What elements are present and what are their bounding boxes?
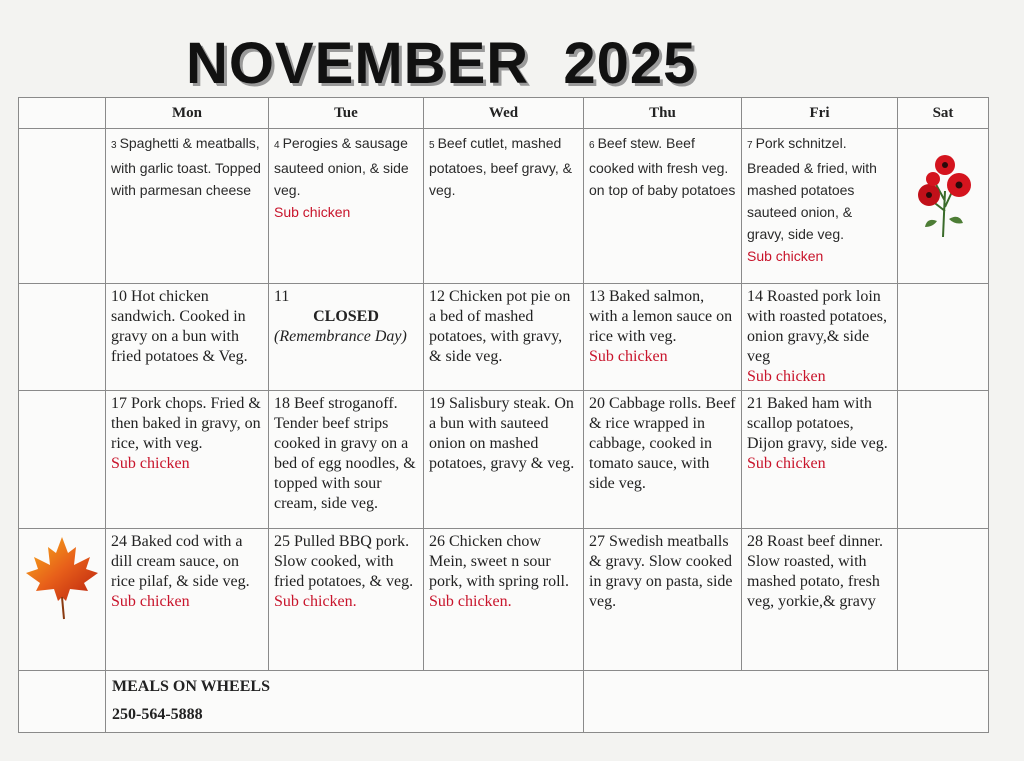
day-cell bbox=[106, 529, 269, 671]
page-title: NOVEMBER 2025 bbox=[186, 31, 697, 96]
week-left-cell bbox=[19, 529, 106, 671]
day-number: 10 bbox=[111, 288, 127, 305]
meal-text: Hot chicken sandwich. Cooked in gravy on a bun with fried potatoes & Veg. bbox=[111, 288, 248, 365]
meal-text: Baked salmon, with a lemon sauce on rice with veg. bbox=[589, 288, 733, 345]
day-number: 25 bbox=[274, 533, 290, 550]
meal-text: Spaghetti & meatballs, with garlic toast. Topped with parmesan cheese bbox=[111, 135, 261, 198]
day-header-thu: Thu bbox=[584, 98, 742, 129]
sat-cell bbox=[898, 284, 989, 391]
day-cell bbox=[269, 391, 424, 529]
day-cell bbox=[424, 284, 584, 391]
sat-cell bbox=[898, 129, 989, 284]
day-cell bbox=[106, 284, 269, 391]
weekday-header-row bbox=[19, 98, 989, 129]
day-number: 6 bbox=[589, 140, 595, 151]
meal-text: Perogies & sausage sauteed onion, & side veg. bbox=[274, 135, 409, 198]
meal-text: Pork schnitzel. Breaded & fried, with mashed potatoes sauteed onion, & gravy, side veg. bbox=[747, 135, 877, 242]
blank-header-cell bbox=[19, 98, 106, 129]
day-number: 4 bbox=[274, 140, 280, 151]
day-cell bbox=[742, 529, 898, 671]
meal-text: Beef stroganoff. Tender beef strips cooked in gravy on a bed of egg noodles, & topped with sour cream, side veg. bbox=[274, 395, 416, 512]
closed-label: CLOSED bbox=[313, 308, 379, 325]
meal-text: Chicken pot pie on a bed of mashed potatoes, with gravy, & side veg. bbox=[429, 288, 571, 365]
meal-text: Cabbage rolls. Beef & rice wrapped in cabbage, cooked in tomato sauce, with side veg. bbox=[589, 395, 736, 492]
week-left-cell bbox=[19, 129, 106, 284]
day-cell bbox=[424, 529, 584, 671]
day-header-fri: Fri bbox=[742, 98, 898, 129]
sub-option: Sub chicken bbox=[747, 248, 824, 264]
day-number: 21 bbox=[747, 395, 763, 412]
meal-text: Pork chops. Fried & then baked in gravy, on rice, with veg. bbox=[111, 395, 261, 452]
week-left-cell bbox=[19, 284, 106, 391]
day-cell bbox=[742, 129, 898, 284]
day-cell bbox=[269, 129, 424, 284]
sat-cell bbox=[898, 391, 989, 529]
day-cell bbox=[106, 129, 269, 284]
sub-option: Sub chicken bbox=[274, 204, 351, 220]
meal-text: Pulled BBQ pork. Slow cooked, with fried potatoes, & veg. bbox=[274, 533, 414, 590]
day-cell bbox=[424, 391, 584, 529]
meal-text: Beef cutlet, mashed potatoes, beef gravy, & veg. bbox=[429, 135, 572, 198]
day-number: 12 bbox=[429, 288, 445, 305]
day-number: 27 bbox=[589, 533, 605, 550]
week-row bbox=[19, 529, 989, 671]
meal-text: Swedish meatballs & gravy. Slow cooked in gravy on pasta, side veg. bbox=[589, 533, 733, 610]
day-cell bbox=[269, 529, 424, 671]
footer-empty-cell bbox=[584, 671, 989, 733]
day-header-wed: Wed bbox=[424, 98, 584, 129]
org-name: MEALS ON WHEELS bbox=[112, 678, 270, 695]
sub-option: Sub chicken bbox=[747, 368, 826, 385]
meal-text: Chicken chow Mein, sweet n sour pork, with spring roll. bbox=[429, 533, 569, 590]
day-number: 3 bbox=[111, 140, 117, 151]
meal-text: Salisbury steak. On a bun with sauteed onion on mashed potatoes, gravy & veg. bbox=[429, 395, 575, 472]
day-number: 28 bbox=[747, 533, 763, 550]
day-cell bbox=[584, 284, 742, 391]
day-header-tue: Tue bbox=[269, 98, 424, 129]
day-cell bbox=[584, 391, 742, 529]
day-header-mon: Mon bbox=[106, 98, 269, 129]
calendar-grid bbox=[18, 97, 989, 733]
sub-option: Sub chicken. bbox=[429, 593, 512, 610]
sub-option: Sub chicken bbox=[111, 593, 190, 610]
sub-option: Sub chicken bbox=[111, 455, 190, 472]
day-cell bbox=[584, 129, 742, 284]
day-number: 5 bbox=[429, 140, 435, 151]
meal-text: Beef stew. Beef cooked with fresh veg. on top of baby potatoes bbox=[589, 135, 736, 198]
meal-text: Baked cod with a dill cream sauce, on rice pilaf, & side veg. bbox=[111, 533, 250, 590]
day-number: 11 bbox=[274, 288, 290, 305]
week-left-cell bbox=[19, 391, 106, 529]
footer-row bbox=[19, 671, 989, 733]
day-cell bbox=[584, 529, 742, 671]
day-number: 26 bbox=[429, 533, 445, 550]
sub-option: Sub chicken bbox=[589, 348, 668, 365]
week-row bbox=[19, 391, 989, 529]
day-number: 24 bbox=[111, 533, 127, 550]
day-number: 18 bbox=[274, 395, 290, 412]
day-cell bbox=[106, 391, 269, 529]
week-row bbox=[19, 129, 989, 284]
day-cell bbox=[742, 391, 898, 529]
footer-info-cell bbox=[106, 671, 584, 733]
day-number: 7 bbox=[747, 140, 753, 151]
sat-cell bbox=[898, 529, 989, 671]
day-header-sat: Sat bbox=[898, 98, 989, 129]
sub-option: Sub chicken. bbox=[274, 593, 357, 610]
day-cell bbox=[742, 284, 898, 391]
phone-number: 250-564-5888 bbox=[112, 706, 203, 723]
footer-left-cell bbox=[19, 671, 106, 733]
day-cell bbox=[269, 284, 424, 391]
week-row bbox=[19, 284, 989, 391]
day-number: 17 bbox=[111, 395, 127, 412]
meal-text: Roast beef dinner. Slow roasted, with mashed potato, fresh veg, yorkie,& gravy bbox=[747, 533, 883, 610]
day-number: 20 bbox=[589, 395, 605, 412]
meal-text: Baked ham with scallop potatoes, Dijon gravy, side veg. bbox=[747, 395, 888, 452]
holiday-note: (Remembrance Day) bbox=[274, 328, 407, 345]
day-number: 19 bbox=[429, 395, 445, 412]
poppy-flowers-icon bbox=[898, 129, 988, 239]
sub-option: Sub chicken bbox=[747, 455, 826, 472]
maple-leaf-icon bbox=[19, 529, 105, 621]
day-number: 13 bbox=[589, 288, 605, 305]
day-number: 14 bbox=[747, 288, 763, 305]
day-cell bbox=[424, 129, 584, 284]
meal-text: Roasted pork loin with roasted potatoes, onion gravy,& side veg bbox=[747, 288, 887, 365]
